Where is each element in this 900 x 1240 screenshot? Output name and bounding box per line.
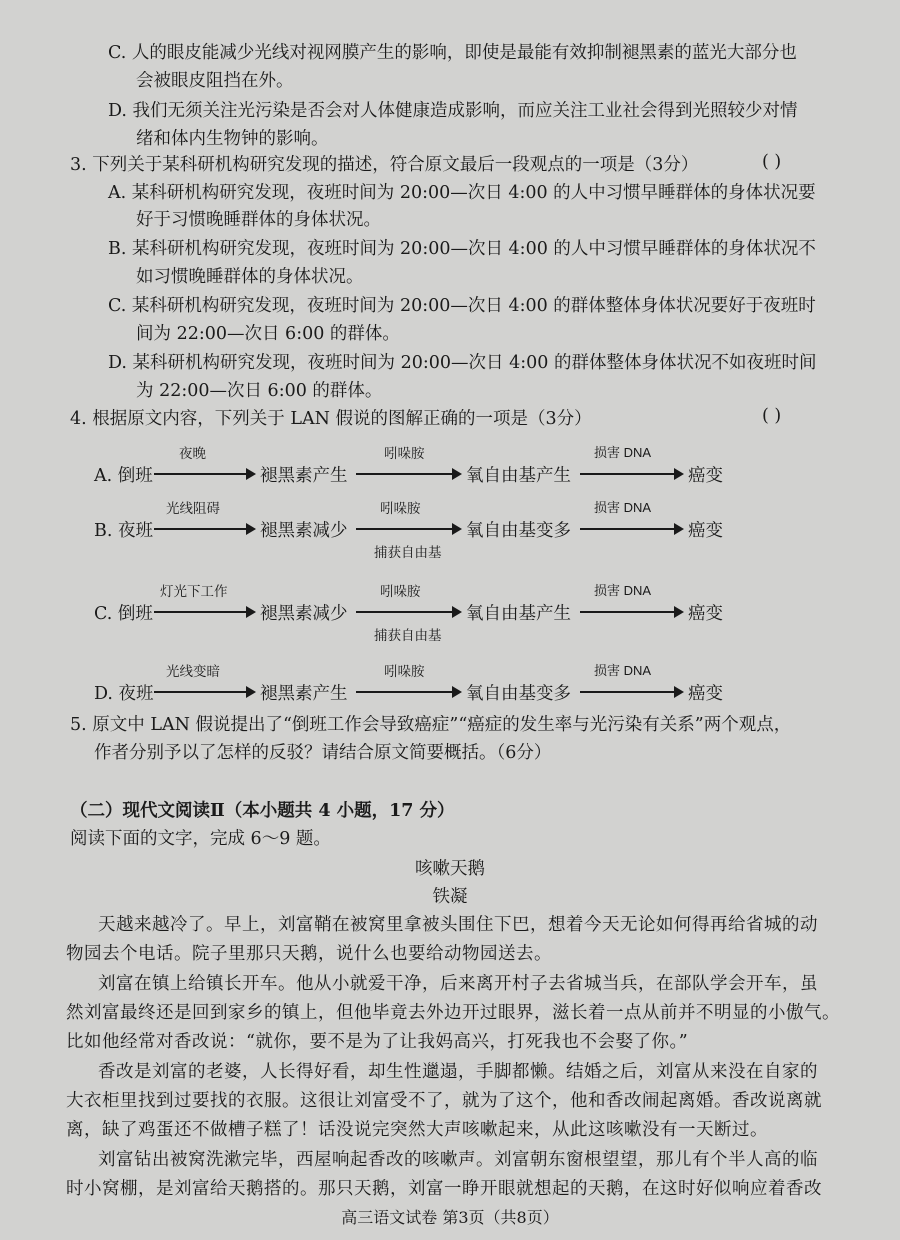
arrow-label: 灯光下工作 xyxy=(160,584,228,600)
arrow-icon xyxy=(154,528,254,530)
section-heading: （二）现代文阅读Ⅱ（本小题共 4 小题，17 分） xyxy=(70,801,455,821)
arrow-sublabel: 捕获自由基 xyxy=(374,628,442,644)
arrow-icon xyxy=(154,691,254,693)
q3-option-b-line1: B. 某科研机构研究发现，夜班时间为 20:00—次日 4:00 的人中习惯早睡群体的身体状况不 xyxy=(108,239,816,259)
story-line: 香改是刘富的老婆，人长得好看，却生性邋遢，手脚都懒。结婚之后，刘富从来没在自家的 xyxy=(98,1062,818,1082)
story-line: 物园去个电话。院子里那只天鹅，说什么也要给动物园送去。 xyxy=(66,944,552,964)
q3-option-a-line1: A. 某科研机构研究发现，夜班时间为 20:00—次日 4:00 的人中习惯早睡群体的身体状况要 xyxy=(108,183,816,203)
arrow-icon xyxy=(356,611,460,613)
q3-stem: 3. 下列关于某科研机构研究发现的描述，符合原文最后一段观点的一项是（3分） xyxy=(70,155,699,175)
arrow-label: 吲哚胺 xyxy=(380,584,421,600)
arrow-label: 损害 DNA xyxy=(594,583,652,598)
q3-answer-blank: ( ) xyxy=(762,152,782,172)
story-line: 时小窝棚，是刘富给天鹅搭的。那只天鹅，刘富一睁开眼就想起的天鹅，在这时好似响应着香改 xyxy=(66,1179,822,1199)
diagram-end: 癌变 xyxy=(688,466,723,486)
arrow-icon xyxy=(580,473,682,475)
arrow-label: 损害 DNA xyxy=(594,445,652,460)
q2-option-d-line2: 绪和体内生物钟的影响。 xyxy=(136,129,329,149)
page-footer: 高三语文试卷 第3页（共8页） xyxy=(341,1208,559,1227)
diagram-end: 癌变 xyxy=(688,684,723,704)
story-title: 咳嗽天鹅 xyxy=(415,859,485,879)
q3-option-c-line1: C. 某科研机构研究发现，夜班时间为 20:00—次日 4:00 的群体整体身体状况要好于夜班时 xyxy=(108,296,816,316)
q3-option-b-line2: 如习惯晚睡群体的身体状况。 xyxy=(136,267,364,287)
diagram-start: C. 倒班 xyxy=(94,604,153,624)
q4-answer-blank: ( ) xyxy=(762,406,782,426)
arrow-icon xyxy=(356,473,460,475)
story-line: 天越来越冷了。早上，刘富鞘在被窝里拿被头围住下巴，想着今天无论如何得再给省城的动 xyxy=(98,915,818,935)
arrow-icon xyxy=(356,528,460,530)
arrow-label: 损害 DNA xyxy=(594,663,652,678)
diagram-node: 氧自由基变多 xyxy=(466,521,571,541)
section-instruction: 阅读下面的文字，完成 6～9 题。 xyxy=(70,829,331,849)
q2-option-c-line2: 会被眼皮阻挡在外。 xyxy=(136,71,294,91)
diagram-node: 褪黑素产生 xyxy=(260,466,348,486)
arrow-icon xyxy=(154,611,254,613)
diagram-end: 癌变 xyxy=(688,604,723,624)
arrow-label: 光线变暗 xyxy=(166,664,220,680)
arrow-icon xyxy=(580,691,682,693)
diagram-node: 氧自由基变多 xyxy=(466,684,571,704)
q2-option-d-line1: D. 我们无须关注光污染是否会对人体健康造成影响，而应关注工业社会得到光照较少对情 xyxy=(108,101,798,121)
arrow-label: 吲哚胺 xyxy=(384,446,425,462)
story-line: 大衣柜里找到过要找的衣服。这很让刘富受不了，就为了这个，他和香改闹起离婚。香改说离就 xyxy=(66,1091,822,1111)
story-author: 铁凝 xyxy=(432,887,468,907)
q3-option-d-line1: D. 某科研机构研究发现，夜班时间为 20:00—次日 4:00 的群体整体身体状况不如夜班时间 xyxy=(108,353,817,373)
arrow-icon xyxy=(356,691,460,693)
diagram-node: 氧自由基产生 xyxy=(466,466,571,486)
diagram-node: 氧自由基产生 xyxy=(466,604,571,624)
q3-option-d-line2: 为 22:00—次日 6:00 的群体。 xyxy=(136,381,383,401)
story-line: 离，缺了鸡蛋还不做槽子糕了！话没说完突然大声咳嗽起来，从此这咳嗽没有一天断过。 xyxy=(66,1120,768,1140)
arrow-icon xyxy=(580,528,682,530)
diagram-end: 癌变 xyxy=(688,521,723,541)
q4-stem: 4. 根据原文内容，下列关于 LAN 假说的图解正确的一项是（3分） xyxy=(70,409,592,429)
q3-option-c-line2: 间为 22:00—次日 6:00 的群体。 xyxy=(136,324,400,344)
arrow-label: 光线阻碍 xyxy=(166,501,220,517)
q3-option-a-line2: 好于习惯晚睡群体的身体状况。 xyxy=(136,210,381,230)
arrow-label: 损害 DNA xyxy=(594,500,652,515)
story-line: 刘富钻出被窝洗漱完毕，西屋响起香改的咳嗽声。刘富朝东窗根望望，那儿有个半人高的临 xyxy=(98,1150,818,1170)
diagram-node: 褪黑素产生 xyxy=(260,684,348,704)
arrow-sublabel: 捕获自由基 xyxy=(374,545,442,561)
arrow-label: 吲哚胺 xyxy=(380,501,421,517)
q2-option-c-line1: C. 人的眼皮能减少光线对视网膜产生的影响，即使是最能有效抑制褪黑素的蓝光大部分也 xyxy=(108,43,797,63)
story-line: 比如他经常对香改说：“就你，要不是为了让我妈高兴，打死我也不会娶了你。” xyxy=(66,1032,689,1052)
q5-line2: 作者分别予以了怎样的反驳？请结合原文简要概括。（6分） xyxy=(94,743,552,763)
arrow-label: 吲哚胺 xyxy=(384,664,425,680)
diagram-start: B. 夜班 xyxy=(94,521,153,541)
story-line: 然刘富最终还是回到家乡的镇上，但他毕竟去外边开过眼界，滋长着一点从前并不明显的小傲气。 xyxy=(66,1003,840,1023)
diagram-start: D. 夜班 xyxy=(94,684,154,704)
arrow-icon xyxy=(580,611,682,613)
diagram-row-c xyxy=(94,583,754,648)
story-line: 刘富在镇上给镇长开车。他从小就爱干净，后来离开村子去省城当兵，在部队学会开车，虽 xyxy=(98,974,818,994)
arrow-label: 夜晚 xyxy=(179,446,206,462)
diagram-node: 褪黑素减少 xyxy=(260,604,348,624)
diagram-row-b xyxy=(94,500,754,565)
diagram-start: A. 倒班 xyxy=(94,466,153,486)
arrow-icon xyxy=(154,473,254,475)
diagram-node: 褪黑素减少 xyxy=(260,521,348,541)
q5-line1: 5. 原文中 LAN 假说提出了“倒班工作会导致癌症”“癌症的发生率与光污染有关系”两个观点， xyxy=(70,715,792,735)
